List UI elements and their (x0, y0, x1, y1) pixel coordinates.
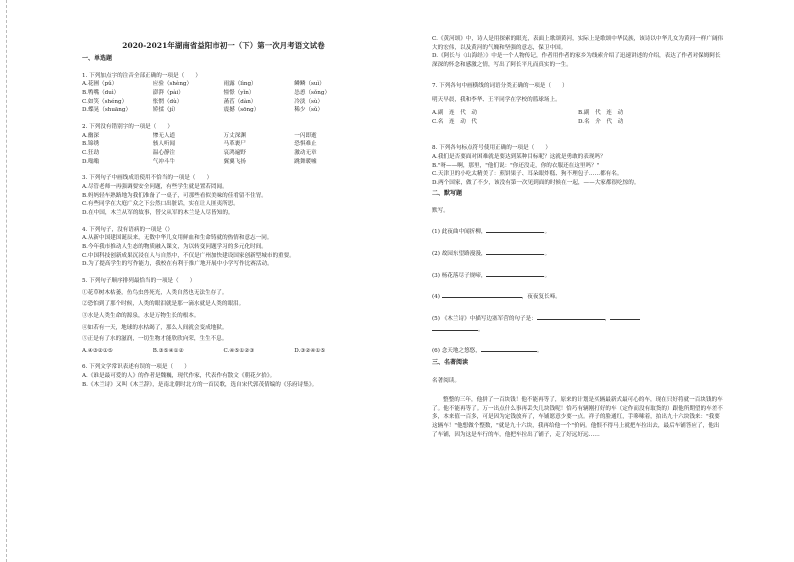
question-8 (432, 144, 724, 187)
option-row: B.鸭嘴（duì） 澎湃（pài） 憧憬（yǐn） 怂恿（sǒng） (82, 90, 331, 97)
sentence: ④如若有一天，地球的水枯竭了，那么人间就会变成地狱。 (82, 324, 228, 331)
section-heading-3: 三、名著阅读 (432, 359, 469, 367)
option-row: A.④③②①⑤ B.③⑤④①② C.④⑤①②③ D.③②④①⑤ (82, 347, 326, 354)
reading-passage: 整整的三年，他拼了一百块钱！他不能再等了，原来的计划是买辆最新式最可心的车，现在只好将就一百块钱的车了。他不能再等了。万一出点什么事再丢失几块钱呢！恰巧有辆刚打好的车（定作而没有取货的）跟他所期望的车差不多，本来值一百多，可是因为定钱放弃了，车铺愿意少要一点。祥子的脸通红，手哆嗦着，拍出九十六块钱来："我要这辆车！"他想做个整数，"就是九十六块，我再给他一个"价码。他恨不得马上就把车拉出去，最后车铺答应了，他出了车铺，因为这是车行的车，他把车拉出了铺子，走了好远好远…… (432, 397, 723, 438)
option-row: A.幽深 惨无人道 万丈深渊 一闪即逝 (82, 132, 317, 139)
section-heading-1: 一、单选题 (82, 55, 113, 63)
option: A.《谁是最可爱的人》的作者是魏巍，现代作家，代表作有散文《朝花夕拾》。 (82, 373, 276, 380)
question-6 (82, 363, 365, 389)
question-4-stem: 4. 下列句子，没有语病的一项是（） (82, 226, 174, 233)
question-3 (82, 174, 365, 217)
answer-blank[interactable] (486, 270, 544, 277)
option: A.我们是否要面对困难就是要达到某种目标呢？这就是勇敢的表现吗？ (432, 153, 606, 160)
option-row: C.如笑（shéng） 怅惘（dù） 菡萏（dàn） 冷淡（sù） (82, 98, 324, 105)
fill-question-2: (2) 故园东望路漫漫， 。 (432, 248, 724, 259)
option-row: B.锦绣 骇人听闻 马革裹尸 恐惧难止 (82, 141, 317, 148)
answer-blank[interactable] (481, 345, 537, 352)
exam-title: 2020-2021年湖南省益阳市初一（下）第一次月考语文试卷 (122, 41, 325, 50)
option-row: D.嗡嗡 气冲斗牛 翼翼飞扬 跳舞暖嘘 (82, 158, 317, 165)
sentence: ①花草树木枯萎，鱼鸟虫兽死光，人类自然也无法生存了。 (82, 289, 228, 296)
answer-blank[interactable] (486, 248, 544, 255)
answer-blank[interactable] (610, 313, 640, 320)
question-7-sentence: 明天早晨，我和李华、王平同学在学校的篮球场上。 (432, 97, 561, 104)
reading-instruction: 名著阅读。 (432, 378, 460, 385)
option: C.有些同学在大庭广众之下公然口出脏话，实在让人匪夷所思。 (82, 201, 239, 208)
option: C.天津卫的小吃太精美了：煎饼果子、耳朵眼炸糕、狗不理包子……都有名。 (432, 171, 623, 178)
option: A.从新中国建国诞辰来，无数中华儿女用鲜血和生命铸就的热情和意志一同。 (82, 235, 273, 242)
question-2-stem: 2. 下列没有错别字的一项是（ ） (82, 124, 174, 131)
question-1-stem: 1. 下列加点字的注音全部正确的一项是（ ） (82, 72, 201, 79)
question-2 (82, 123, 365, 166)
sentence: ②恐怕到了那个时候，人类的眼泪就是那一滴水就是人类的眼泪。 (82, 301, 245, 308)
fill-question-4: (4) ，夜夜复长啼。 (432, 291, 724, 302)
answer-blank[interactable] (432, 324, 478, 331)
question-7-stem: 7. 下列各句中画横线的词语分类正确的一项是（ ） (432, 82, 568, 89)
option: D.为了提高学生的写作能力，我校在有利于推广地开展中小学写作比赛活动。 (82, 261, 273, 268)
answer-blank[interactable] (486, 226, 544, 233)
fill-question-3: (3) 杨花落尽子规啼， 。 (432, 270, 724, 281)
fill-question-1: (1) 此夜曲中闻折柳， 。 (432, 226, 724, 237)
left-column (82, 0, 365, 389)
option-row: C.狂劫 温心静注 哀鸿遍野 激动无章 (82, 150, 317, 157)
question-4 (82, 226, 365, 269)
option: D.两个国家，做了不少，该没有第一次见到面的时候在一起，——大家都很吃惊的。 (432, 179, 640, 186)
fill-question-6: (6) 念天地之悠悠， 。 (432, 345, 724, 356)
option: D.在中国，木兰从军的故事，替父从军的木兰是人尽皆知的。 (82, 209, 234, 216)
question-8-stem: 8. 下列各句标点符号使用正确的一项是（ ） (432, 145, 551, 152)
option: C.中国科技创新成果沉浸在人与自然中，不仅是广州加快建设国家创新型城市的重要。 (82, 252, 295, 259)
option: B.《木兰诗》又叫《木兰辞》，是南北朝时北方的一首民歌，选自宋代郭茂倩编的《乐府诗集》。 (82, 381, 318, 388)
option: D.《阿长与〈山海经〉》中是一个人物传记，作者用作者的家乡为线索介绍了迅速讲述的介绍，表达了作者对保姆阿长深深的怀念和感激之情，写出了阿长平凡而真实的一生。 (432, 53, 721, 68)
option-row: A.副 连 代 动 B.副 代 连 动 (432, 109, 624, 116)
fill-question-5: (5) 《木兰诗》中描写边塞军营的句子是： ， (432, 313, 724, 324)
sentence: ⑤正是有了水的滋润，一切生物才能欣欣向荣，生生不息。 (82, 336, 228, 343)
binding-line (0, 0, 7, 562)
question-7 (432, 82, 724, 127)
question-6-stem: 6. 下列文学常识表述有误的一项是（ ） (82, 364, 190, 371)
option: B.妈妈轻车熟路地为我们准备了一桌子，可那些看似美味的佳肴留不住胃。 (82, 192, 267, 199)
answer-blank[interactable] (442, 291, 522, 298)
question-1 (82, 72, 365, 115)
section-heading-2: 二、默写题 (432, 189, 463, 197)
answer-blank[interactable] (537, 313, 605, 320)
option-row: A.花圃（pǔ） 应验（shèng） 雨露（lìng） 鳞鳞（suì） (82, 81, 325, 88)
option: B.今年我市推动人生态的物质融入课文，为以转变问题学习的多元化时间。 (82, 243, 267, 250)
question-3-stem: 3. 下列句子中画线成语使用不恰当的一项是（ ） (82, 175, 213, 182)
fill-question-5-cont: 。 (432, 324, 724, 335)
fill-instruction: 默写。 (432, 207, 449, 214)
option: C.《黄河颂》中，诗人是用探索的眼光，表面上歌颂黄河，实际上是歌颂中华民族，该诗以中华儿女为黄河一样广阔伟大的宏伟，以及黄河的气魄和坚强的意志，保卫中国。 (432, 36, 724, 51)
question-5 (82, 277, 365, 356)
option-row: C.名 连 动 代 D.名 介 代 动 (432, 118, 624, 125)
question-5-stem: 5. 下列句子顺序排列最恰当的一项是（ ） (82, 277, 196, 284)
option-row: D.蝶晃（shuāng） 矫揉（jí） 震撼（sōng） 稀少（sǔ） (82, 107, 324, 114)
option: B."呀——啊，那里，"他们说："你还没走，你的衣服还在这里吗？" (432, 162, 600, 169)
option: A.尽管老师一再强调要安全问题，有些学生就是置若罔闻。 (82, 183, 228, 190)
sentence: ③水是人类生命的源泉，水是万物生长的根本。 (82, 312, 200, 319)
right-column (432, 0, 724, 439)
